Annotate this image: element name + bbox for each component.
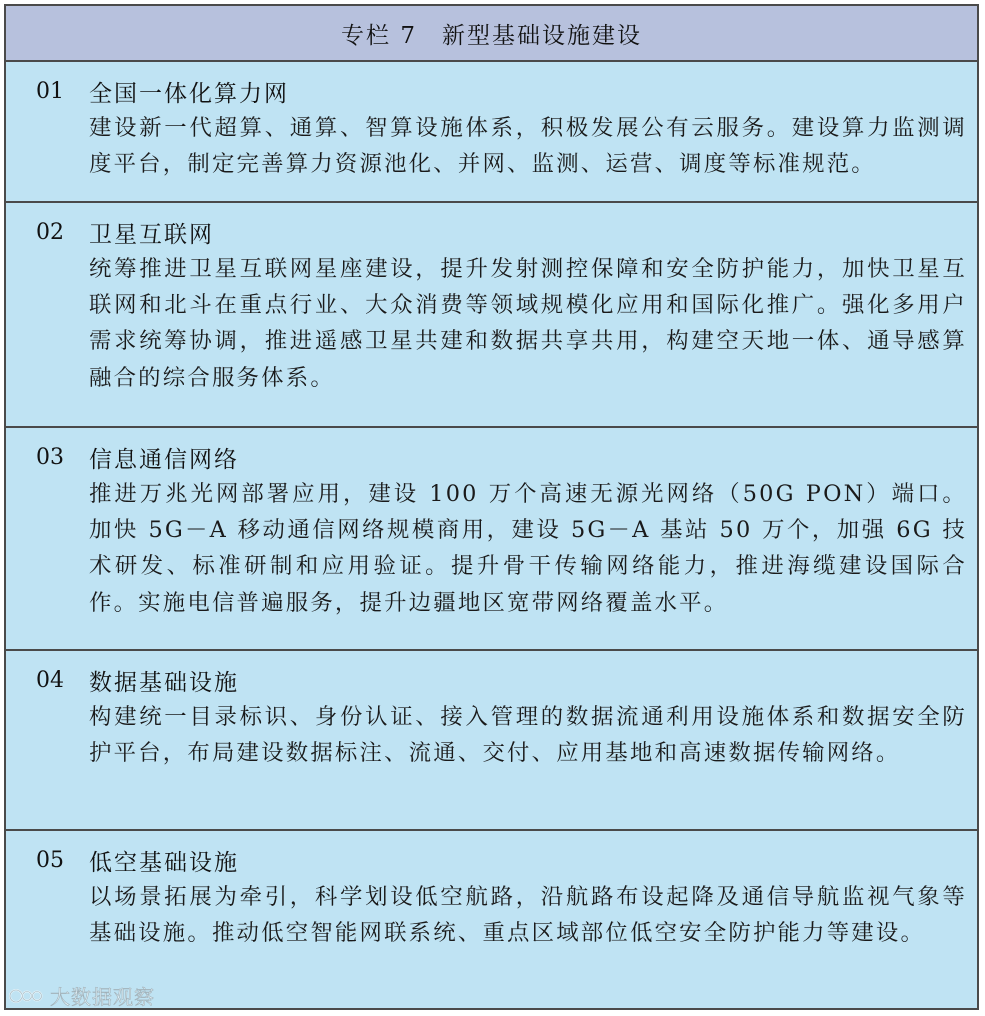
section-number: 05 (36, 847, 64, 873)
section-title: 数据基础设施 (89, 669, 239, 696)
section-01 (6, 62, 977, 203)
section-title: 信息通信网络 (89, 446, 239, 473)
section-heading (36, 72, 967, 110)
section-heading (36, 841, 967, 879)
section-number: 01 (36, 78, 64, 104)
section-heading (36, 213, 967, 251)
section-number: 04 (36, 667, 64, 693)
column-title: 专栏 7 新型基础设施建设 (341, 22, 642, 49)
section-body: 以场景拓展为牵引，科学划设低空航路，沿航路布设起降及通信导航监视气象等基础设施。推动低空智能网联系统、重点区域部位低空安全防护能力等建设。 (89, 884, 967, 947)
section-02 (6, 203, 977, 428)
section-04 (6, 651, 977, 831)
section-number: 03 (36, 444, 64, 470)
section-05 (6, 831, 977, 1010)
section-title: 低空基础设施 (89, 849, 239, 876)
watermark-text: 大数据观察 (50, 985, 155, 1009)
section-body: 推进万兆光网部署应用，建设 100 万个高速无源光网络（50G PON）端口。加快 5G－A 移动通信网络规模商用，建设 5G－A 基站 50 万个，加强 6G 技术研发、标准研制和应用验证。提升骨干传输网络能力，推进海缆建设国际合作。实施电信普遍服务，提升边疆地区宽带网络覆盖水平。 (89, 481, 967, 616)
column-header (6, 6, 977, 62)
section-title: 全国一体化算力网 (89, 80, 289, 107)
section-03 (6, 428, 977, 651)
special-column-panel (4, 4, 979, 1010)
section-title: 卫星互联网 (89, 221, 214, 248)
section-heading (36, 661, 967, 699)
section-body: 建设新一代超算、通算、智算设施体系，积极发展公有云服务。建设算力监测调度平台，制定完善算力资源池化、并网、监测、运营、调度等标准规范。 (89, 115, 967, 178)
section-body: 统筹推进卫星互联网星座建设，提升发射测控保障和安全防护能力，加快卫星互联网和北斗在重点行业、大众消费等领域规模化应用和国际化推广。强化多用户需求统筹协调，推进遥感卫星共建和数据共享共用，构建空天地一体、通导感算融合的综合服务体系。 (89, 256, 967, 391)
section-number: 02 (36, 219, 64, 245)
section-heading (36, 438, 967, 476)
section-body: 构建统一目录标识、身份认证、接入管理的数据流通利用设施体系和数据安全防护平台，布局建设数据标注、流通、交付、应用基地和高速数据传输网络。 (89, 704, 967, 767)
